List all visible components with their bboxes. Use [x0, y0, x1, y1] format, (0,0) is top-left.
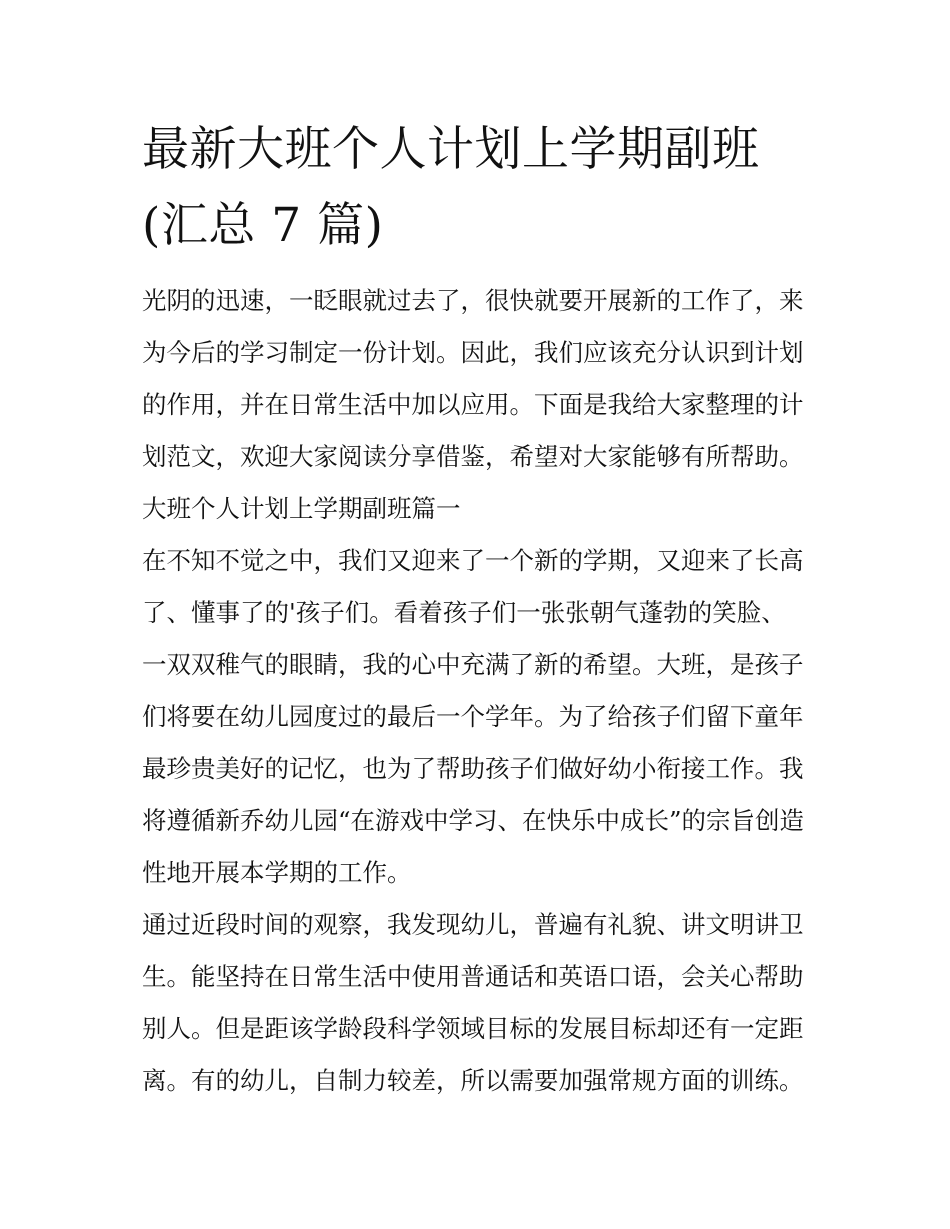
title-line-2: (汇总 7 篇): [142, 198, 384, 253]
document-title: [142, 112, 832, 264]
document-body: [142, 275, 832, 1107]
paragraph-1-line-2: 了、懂事了的'孩子们。看着孩子们一张张朝气蓬勃的笑脸、: [142, 598, 786, 627]
paragraph-2-line-1: 通过近段时间的观察，我发现幼儿，普遍有礼貌、讲文明讲卫: [142, 910, 804, 939]
paragraph-2-line-2: 生。能坚持在日常生活中使用普通话和英语口语，会关心帮助: [142, 962, 804, 991]
paragraph-1-line-3: 一双双稚气的眼睛，我的心中充满了新的希望。大班，是孩子: [142, 650, 804, 679]
paragraph-1-line-1: 在不知不觉之中，我们又迎来了一个新的学期，又迎来了长高: [142, 546, 804, 575]
paragraph-2-line-3: 别人。但是距该学龄段科学领域目标的发展目标却还有一定距: [142, 1014, 804, 1043]
intro-paragraph-line-2: 为今后的学习制定一份计划。因此，我们应该充分认识到计划: [142, 338, 804, 367]
paragraph-1-line-5: 最珍贵美好的记忆，也为了帮助孩子们做好幼小衔接工作。我: [142, 754, 804, 783]
intro-paragraph-line-3: 的作用，并在日常生活中加以应用。下面是我给大家整理的计: [142, 390, 804, 419]
paragraph-1-line-6: 将遵循新乔幼儿园“在游戏中学习、在快乐中成长”的宗旨创造: [142, 806, 805, 835]
intro-paragraph-line-1: 光阴的迅速，一眨眼就过去了，很快就要开展新的工作了，来: [142, 286, 804, 315]
paragraph-1-line-4: 们将要在幼儿园度过的最后一个学年。为了给孩子们留下童年: [142, 702, 804, 731]
title-line-1: 最新大班个人计划上学期副班: [142, 122, 760, 177]
intro-paragraph-line-4: 划范文，欢迎大家阅读分享借鉴，希望对大家能够有所帮助。: [142, 442, 804, 471]
paragraph-2-line-4: 离。有的幼儿，自制力较差，所以需要加强常规方面的训练。: [142, 1066, 804, 1095]
paragraph-1-line-7: 性地开展本学期的工作。: [142, 858, 412, 887]
section-heading: 大班个人计划上学期副班篇一: [142, 494, 461, 523]
